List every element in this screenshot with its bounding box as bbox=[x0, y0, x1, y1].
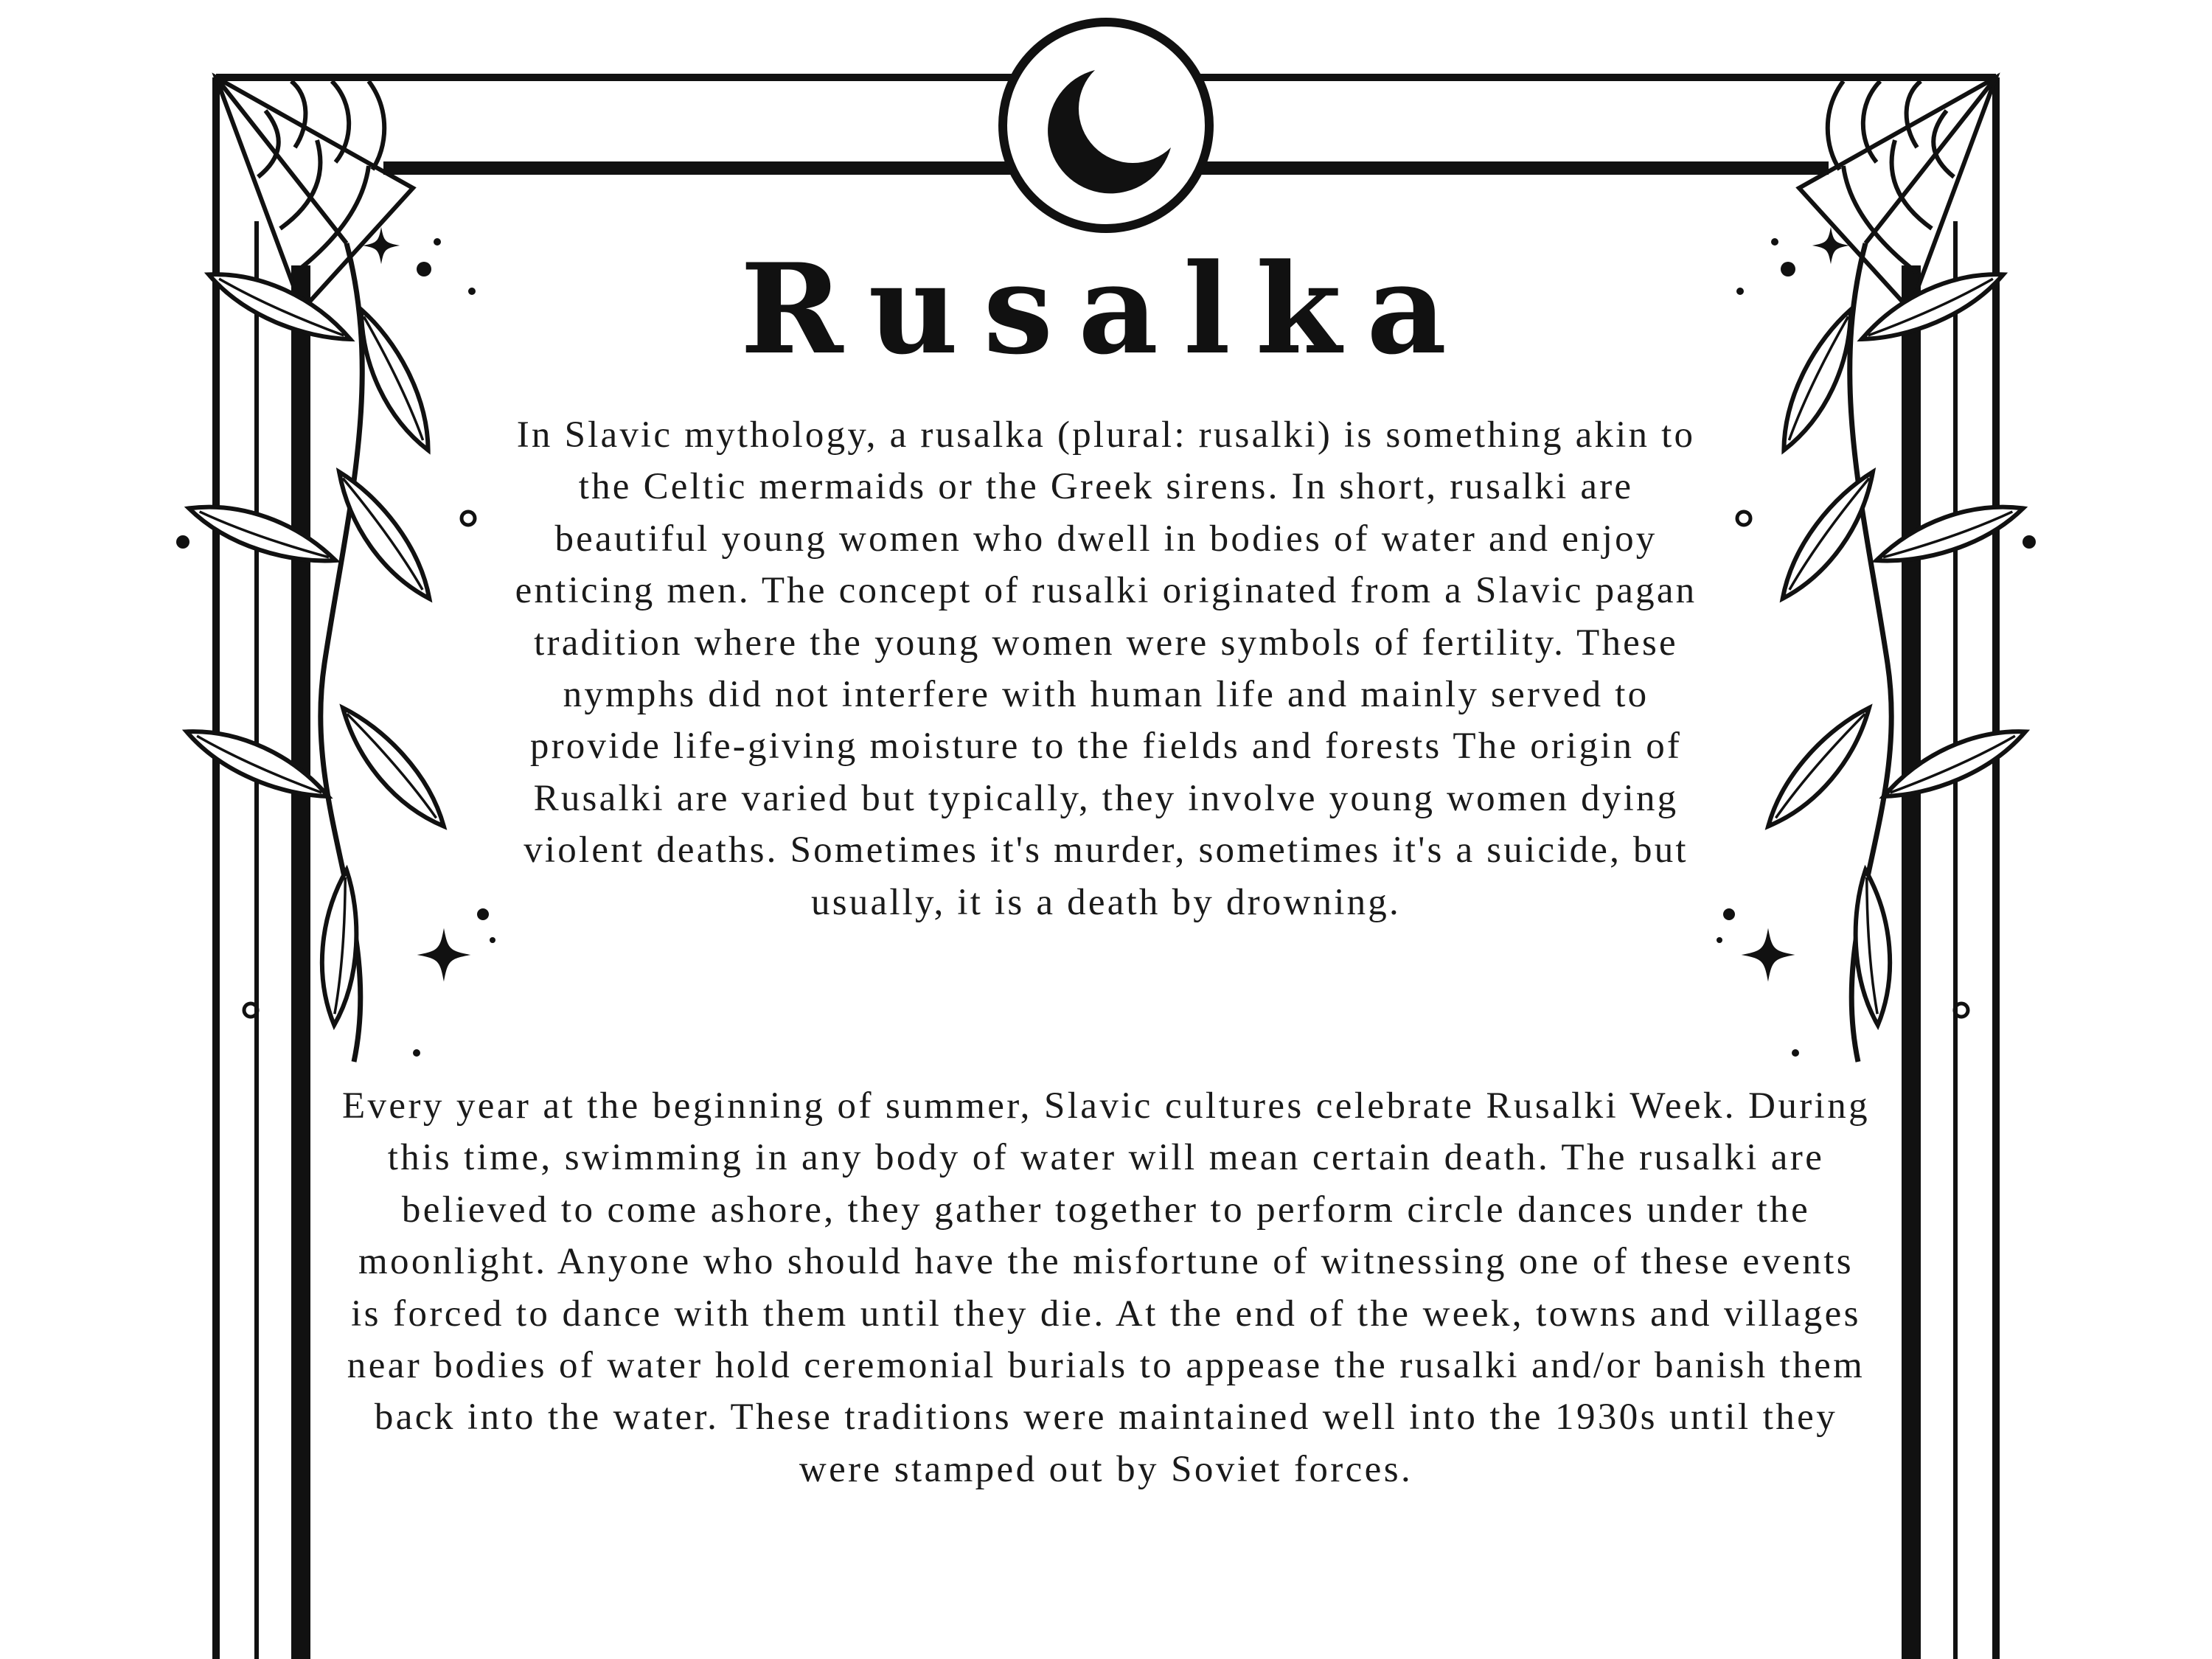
page-title: Rusalka bbox=[740, 236, 1472, 382]
intro-paragraph: In Slavic mythology, a rusalka (plural: rusalki) is something akin to the Celtic mermaids or the Greek sirens. In short, rusalki are beautiful young women who dwell in bodies of water and enjoy enticing men. The concept of rusalki originated from a Slavic pagan tradition where the young women were symbols of fertility. These nymphs did not interfere with human life and mainly served to provide life-giving moisture to the fields and forests The origin of Rusalki are varied but typically, they involve young women dying violent deaths. Sometimes it's murder, sometimes it's a suicide, but usually, it is a death by drowning. bbox=[515, 414, 1697, 923]
crescent-moon-icon bbox=[1003, 22, 1209, 229]
rusalki-week-paragraph: Every year at the beginning of summer, Slavic cultures celebrate Rusalki Week. During this time, swimming in any body of water will mean certain death. The rusalki are believed to come ashore, they gather together to perform circle dances under the moonlight. Anyone who should have the misfortune of witnessing one of these events is forced to dance with them until they die. At the end of the week, towns and villages near bodies of water hold ceremonial burials to appease the rusalki and/or banish them back into the water. These traditions were maintained well into the 1930s until they were stamped out by Soviet forces. bbox=[341, 1085, 1870, 1490]
